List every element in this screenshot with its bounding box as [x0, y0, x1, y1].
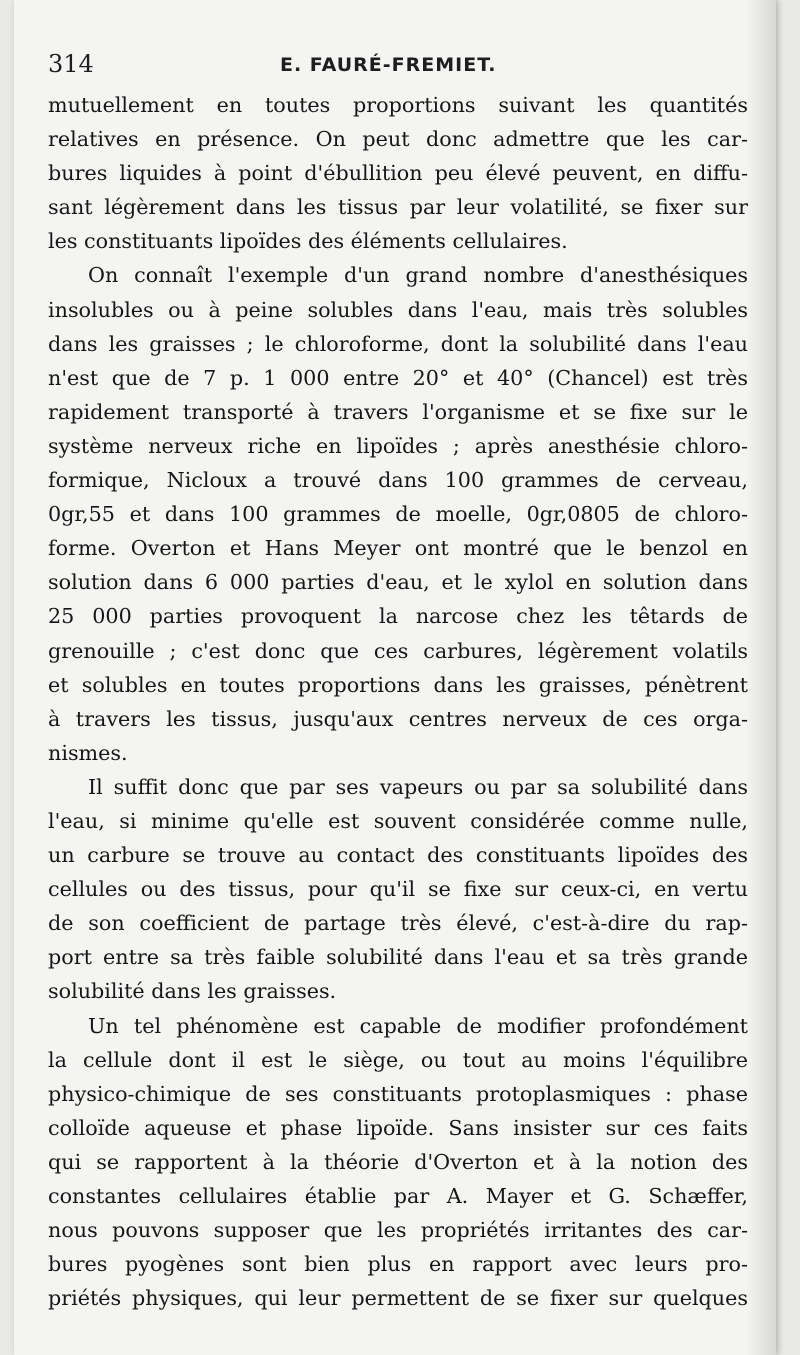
text-line: grenouille ; c'est donc que ces carbures, légèrement volatils: [48, 638, 748, 663]
text-line: relatives en présence. On peut donc admettre que les car-: [48, 127, 748, 152]
text-line: qui se rapportent à la théorie d'Overton et à la notion des: [48, 1149, 748, 1174]
text-line: insolubles ou à peine solubles dans l'eau, mais très solubles: [48, 297, 748, 322]
body-text: [48, 88, 748, 1315]
text-line: système nerveux riche en lipoïdes ; après anesthésie chloro-: [48, 433, 748, 458]
text-line: formique, Nicloux a trouvé dans 100 grammes de cerveau,: [48, 468, 748, 493]
text-line: de son coefficient de partage très élevé, c'est-à-dire du rap-: [48, 911, 748, 936]
text-line: constantes cellulaires établie par A. Mayer et G. Schæffer,: [48, 1184, 748, 1208]
text-line: colloïde aqueuse et phase lipoïde. Sans insister sur ces faits: [48, 1115, 748, 1140]
page-header: [48, 50, 748, 86]
text-line: l'eau, si minime qu'elle est souvent considérée comme nulle,: [48, 808, 748, 833]
text-line: mutuellement en toutes proportions suivant les quantités: [48, 93, 748, 117]
text-line: sant légèrement dans les tissus par leur volatilité, se fixer sur: [48, 195, 748, 220]
text-line: bures pyogènes sont bien plus en rapport avec leurs pro-: [48, 1252, 748, 1277]
page-number: 314: [48, 50, 94, 78]
text-line: les constituants lipoïdes des éléments cellulaires.: [48, 229, 568, 254]
text-line: Il suffit donc que par ses vapeurs ou par sa solubilité dans: [88, 774, 748, 799]
text-line: 25 000 parties provoquent la narcose chez les têtards de: [48, 604, 748, 629]
text-line: bures liquides à point d'ébullition peu élevé peuvent, en diffu-: [48, 161, 748, 186]
text-line: la cellule dont il est le siège, ou tout au moins l'équilibre: [48, 1047, 748, 1072]
text-line: à travers les tissus, jusqu'aux centres nerveux de ces orga-: [48, 706, 748, 731]
text-line: 0gr,55 et dans 100 grammes de moelle, 0gr,0805 de chloro-: [48, 502, 748, 527]
running-title: E. FAURÉ-FREMIET.: [280, 54, 497, 76]
text-line: physico-chimique de ses constituants protoplasmiques : phase: [48, 1081, 748, 1106]
text-line: rapidement transporté à travers l'organisme et se fixe sur le: [48, 399, 748, 424]
text-line: priétés physiques, qui leur permettent de se fixer sur quelques: [48, 1286, 748, 1311]
text-line: dans les graisses ; le chloroforme, dont la solubilité dans l'eau: [48, 331, 748, 356]
text-line: solution dans 6 000 parties d'eau, et le xylol en solution dans: [48, 570, 748, 595]
page-edge-shadow: [746, 0, 776, 1355]
text-line: nous pouvons supposer que les propriétés irritantes des car-: [48, 1218, 748, 1243]
text-line: forme. Overton et Hans Meyer ont montré que le benzol en: [48, 536, 748, 561]
text-line: Un tel phénomène est capable de modifier profondément: [88, 1013, 748, 1038]
text-line: solubilité dans les graisses.: [48, 979, 337, 1004]
text-line: cellules ou des tissus, pour qu'il se fixe sur ceux-ci, en vertu: [48, 877, 748, 902]
text-line: n'est que de 7 p. 1 000 entre 20° et 40° (Chancel) est très: [48, 365, 748, 390]
text-line: On connaît l'exemple d'un grand nombre d'anesthésiques: [88, 263, 748, 288]
text-line: un carbure se trouve au contact des constituants lipoïdes des: [48, 843, 748, 868]
text-line: et solubles en toutes proportions dans les graisses, pénètrent: [48, 672, 748, 697]
book-page: [14, 0, 776, 1355]
text-line: port entre sa très faible solubilité dans l'eau et sa très grande: [48, 945, 748, 970]
text-line: nismes.: [48, 740, 128, 765]
